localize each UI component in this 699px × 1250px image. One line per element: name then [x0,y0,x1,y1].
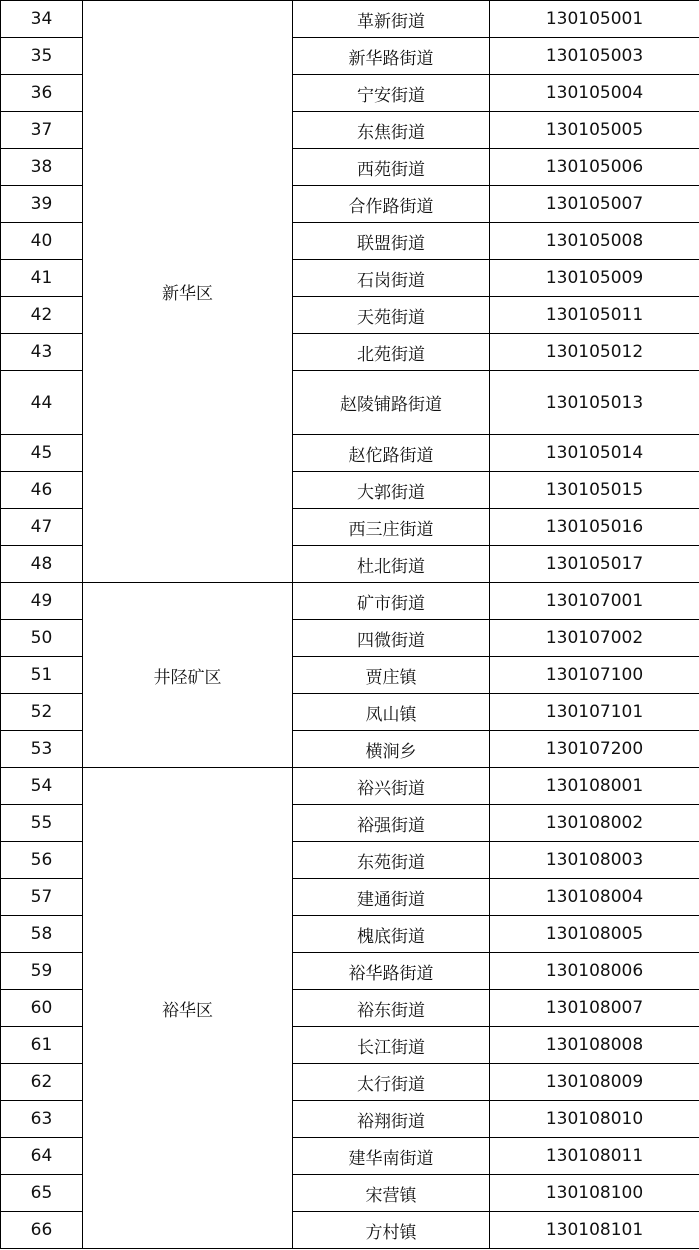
subdistrict-name: 西三庄街道 [293,509,490,546]
division-code: 130105016 [490,509,699,546]
row-number: 51 [1,657,83,694]
division-code: 130107100 [490,657,699,694]
subdistrict-name: 建通街道 [293,879,490,916]
row-number: 47 [1,509,83,546]
division-code: 130108002 [490,805,699,842]
division-code: 130108001 [490,768,699,805]
row-number: 59 [1,953,83,990]
row-number: 64 [1,1138,83,1175]
subdistrict-name: 天苑街道 [293,297,490,334]
subdistrict-name: 赵佗路街道 [293,435,490,472]
subdistrict-name: 横涧乡 [293,731,490,768]
subdistrict-name: 裕东街道 [293,990,490,1027]
row-number: 57 [1,879,83,916]
subdistrict-name: 北苑街道 [293,334,490,371]
subdistrict-name: 长江街道 [293,1027,490,1064]
row-number: 45 [1,435,83,472]
division-code: 130108011 [490,1138,699,1175]
division-code: 130105003 [490,38,699,75]
subdistrict-name: 裕强街道 [293,805,490,842]
division-code: 130105012 [490,334,699,371]
division-code: 130105007 [490,186,699,223]
division-code: 130107101 [490,694,699,731]
row-number: 35 [1,38,83,75]
row-number: 49 [1,583,83,620]
subdistrict-name: 石岗街道 [293,260,490,297]
row-number: 56 [1,842,83,879]
table-row [1,1,699,38]
subdistrict-name: 建华南街道 [293,1138,490,1175]
row-number: 36 [1,75,83,112]
subdistrict-name: 新华路街道 [293,38,490,75]
row-number: 60 [1,990,83,1027]
subdistrict-name: 凤山镇 [293,694,490,731]
subdistrict-name: 矿市街道 [293,583,490,620]
row-number: 41 [1,260,83,297]
subdistrict-name: 裕华路街道 [293,953,490,990]
subdistrict-name: 革新街道 [293,1,490,38]
subdistrict-name: 裕兴街道 [293,768,490,805]
district-name: 裕华区 [83,768,293,1249]
division-code: 130108006 [490,953,699,990]
row-number: 38 [1,149,83,186]
subdistrict-name: 贾庄镇 [293,657,490,694]
table-row [1,768,699,805]
division-code: 130108004 [490,879,699,916]
division-code: 130108005 [490,916,699,953]
subdistrict-name: 四微街道 [293,620,490,657]
division-code: 130105004 [490,75,699,112]
subdistrict-name: 宋营镇 [293,1175,490,1212]
division-code: 130108010 [490,1101,699,1138]
row-number: 65 [1,1175,83,1212]
division-code: 130105001 [490,1,699,38]
row-number: 48 [1,546,83,583]
division-code: 130108008 [490,1027,699,1064]
row-number: 55 [1,805,83,842]
subdistrict-name: 宁安街道 [293,75,490,112]
row-number: 53 [1,731,83,768]
table-body [1,1,699,1249]
division-code: 130105011 [490,297,699,334]
row-number: 37 [1,112,83,149]
row-number: 34 [1,1,83,38]
district-name: 新华区 [83,1,293,583]
subdistrict-name: 大郭街道 [293,472,490,509]
division-code: 130108101 [490,1212,699,1249]
row-number: 66 [1,1212,83,1249]
division-code: 130105005 [490,112,699,149]
division-code: 130108003 [490,842,699,879]
subdistrict-name: 西苑街道 [293,149,490,186]
table-row [1,583,699,620]
subdistrict-name: 太行街道 [293,1064,490,1101]
division-code: 130108007 [490,990,699,1027]
subdistrict-name: 赵陵铺路街道 [293,371,490,435]
division-code: 130105015 [490,472,699,509]
row-number: 50 [1,620,83,657]
subdistrict-name: 联盟街道 [293,223,490,260]
subdistrict-name: 方村镇 [293,1212,490,1249]
subdistrict-name: 合作路街道 [293,186,490,223]
division-code: 130105017 [490,546,699,583]
division-code: 130105014 [490,435,699,472]
row-number: 63 [1,1101,83,1138]
subdistrict-name: 杜北街道 [293,546,490,583]
row-number: 62 [1,1064,83,1101]
row-number: 46 [1,472,83,509]
division-code: 130107002 [490,620,699,657]
subdistrict-name: 裕翔街道 [293,1101,490,1138]
division-code: 130105009 [490,260,699,297]
row-number: 54 [1,768,83,805]
row-number: 40 [1,223,83,260]
row-number: 52 [1,694,83,731]
row-number: 43 [1,334,83,371]
subdistrict-name: 东焦街道 [293,112,490,149]
division-code: 130105008 [490,223,699,260]
row-number: 42 [1,297,83,334]
division-code: 130105006 [490,149,699,186]
row-number: 44 [1,371,83,435]
district-name: 井陉矿区 [83,583,293,768]
row-number: 58 [1,916,83,953]
division-code: 130107001 [490,583,699,620]
row-number: 39 [1,186,83,223]
subdistrict-name: 东苑街道 [293,842,490,879]
row-number: 61 [1,1027,83,1064]
division-code: 130105013 [490,371,699,435]
division-code: 130107200 [490,731,699,768]
subdistrict-name: 槐底街道 [293,916,490,953]
division-code: 130108100 [490,1175,699,1212]
division-code: 130108009 [490,1064,699,1101]
